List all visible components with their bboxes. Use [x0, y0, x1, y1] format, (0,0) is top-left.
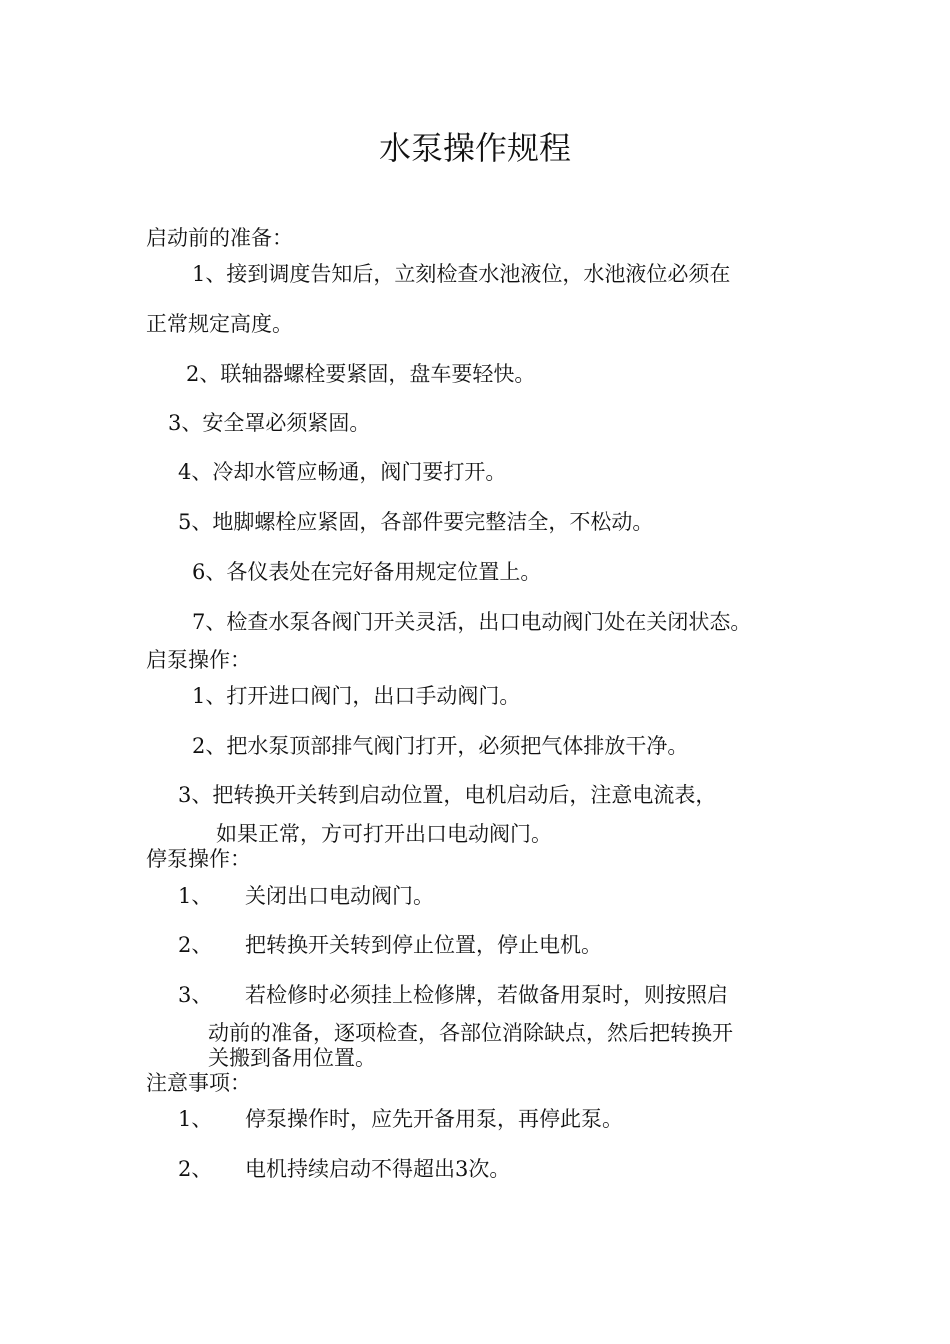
list-item: 7、检查水泵各阀门开关灵活，出口电动阀门处在关闭状态。 — [192, 610, 752, 634]
list-item-number: 1、 — [178, 1107, 213, 1131]
list-item: 5、地脚螺栓应紧固，各部件要完整洁全，不松动。 — [178, 510, 654, 534]
list-item-text: 电机持续启动不得超出3次。 — [245, 1157, 511, 1181]
list-item: 3、安全罩必须紧固。 — [168, 411, 371, 435]
section-heading-prep: 启动前的准备： — [146, 226, 293, 250]
list-item-text-continued: 正常规定高度。 — [146, 312, 293, 336]
list-item: 2、联轴器螺栓要紧固，盘车要轻快。 — [186, 362, 536, 386]
section-heading-notes: 注意事项： — [146, 1071, 251, 1095]
list-item: 2、把水泵顶部排气阀门打开，必须把气体排放干净。 — [192, 734, 689, 758]
list-item-number: 3、 — [178, 983, 213, 1007]
list-item: 1、打开进口阀门，出口手动阀门。 — [192, 684, 521, 708]
list-item-text-continued: 动前的准备，逐项检查，各部位消除缺点，然后把转换开 — [208, 1021, 733, 1045]
page-title: 水泵操作规程 — [378, 129, 571, 167]
section-heading-start: 启泵操作： — [146, 648, 251, 672]
list-item-text-continued: 如果正常，方可打开出口电动阀门。 — [216, 822, 552, 846]
list-item-text: 把转换开关转到停止位置，停止电机。 — [245, 933, 602, 957]
list-item: 6、各仪表处在完好备用规定位置上。 — [192, 560, 542, 584]
list-item-text: 1、接到调度告知后，立刻检查水池液位，水池液位必须在 — [192, 262, 731, 286]
section-heading-stop: 停泵操作： — [146, 847, 251, 871]
list-item-number: 1、 — [178, 884, 213, 908]
list-item-text: 若检修时必须挂上检修牌，若做备用泵时，则按照启 — [245, 983, 728, 1007]
list-item-text-continued: 关搬到备用位置。 — [208, 1046, 376, 1070]
list-item-text: 关闭出口电动阀门。 — [245, 884, 434, 908]
list-item-number: 2、 — [178, 933, 213, 957]
list-item: 4、冷却水管应畅通，阀门要打开。 — [178, 460, 507, 484]
list-item-text: 3、把转换开关转到启动位置，电机启动后，注意电流表， — [178, 783, 717, 807]
list-item-text: 停泵操作时，应先开备用泵，再停此泵。 — [245, 1107, 623, 1131]
list-item-number: 2、 — [178, 1157, 213, 1181]
